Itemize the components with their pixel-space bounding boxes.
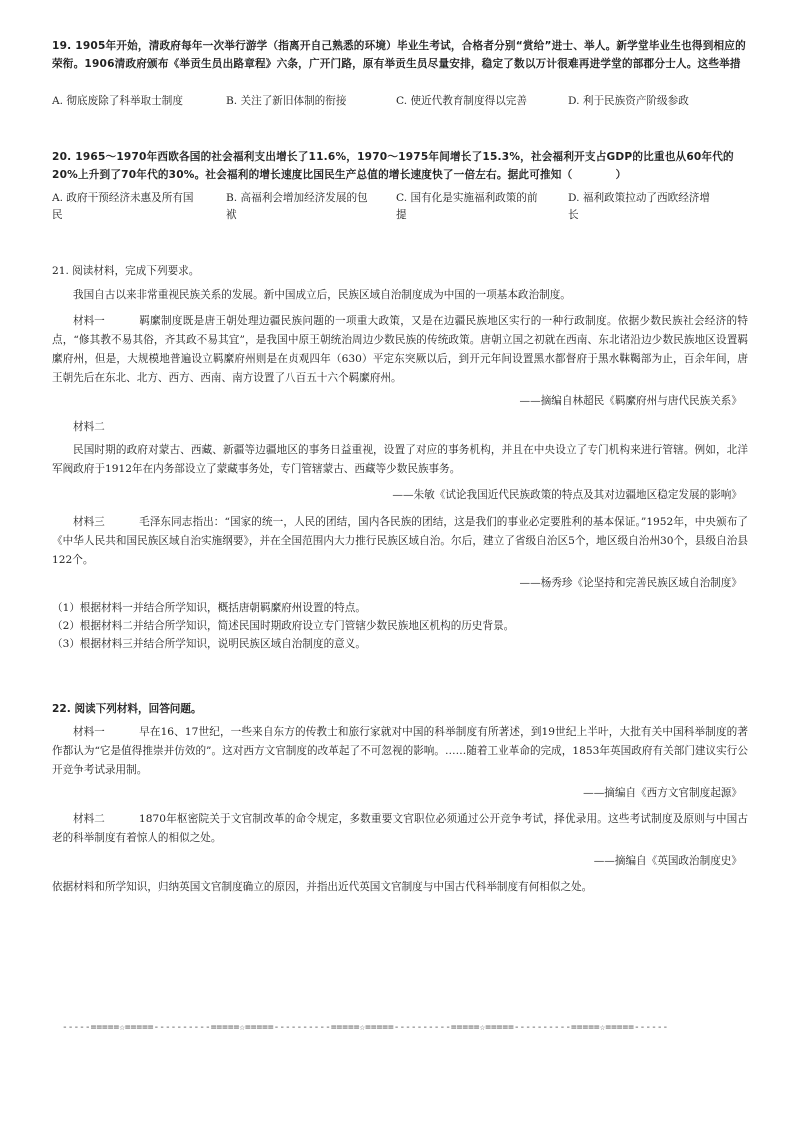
q22-m1-label: 材料一 (73, 726, 105, 738)
q20-option-b[interactable]: B. 高福利会增加经济发展的包袱 (226, 192, 368, 221)
q21-material-3 (52, 513, 748, 570)
q22-m2-label: 材料二 (73, 813, 105, 825)
q22-m2-source: ——摘编自《英国政治制度史》 (593, 855, 742, 867)
q22-m1-text: 早在16、17世纪，一些来自东方的传教士和旅行家就对中国的科举制度有所著述，到19世纪上半叶，大批有关中国科举制度的著作都认为“它是值得推崇并仿效的”。这对西方文官制度的改革起了不可忽视的影响。……随着工业革命的完成，1853年英国政府有关部门建议实行公开竞争考试录用制。 (52, 726, 748, 776)
q21-material-1 (52, 312, 748, 388)
q19-option-a[interactable]: A. 彻底废除了科举取士制度 (52, 95, 183, 107)
q22-material-2 (52, 810, 748, 848)
q21-m2-source: ——朱敏《试论我国近代民族政策的特点及其对边疆地区稳定发展的影响》 (392, 489, 742, 501)
q19-option-b[interactable]: B. 关注了新旧体制的衔接 (226, 95, 347, 107)
q21-requirement-2: （2）根据材料二并结合所学知识，简述民国时期政府设立专门管辖少数民族地区机构的历史背景。 (52, 620, 515, 632)
q22-material-1 (52, 723, 748, 780)
q19-option-d[interactable]: D. 利于民族资产阶级参政 (568, 95, 689, 107)
q21-title: 21. 阅读材料，完成下列要求。 (52, 265, 200, 277)
q20-options (52, 190, 752, 226)
q20-option-a[interactable]: A. 政府干预经济未惠及所有国民 (52, 192, 194, 221)
q22-m2-text: 1870年枢密院关于文官制改革的命令规定，多数重要文官职位必须通过公开竞争考试，择优录用。这些考试制度及原则与中国古老的科举制度有着惊人的相似之处。 (52, 813, 748, 844)
q19-stem: 19. 1905年开始，清政府每年一次举行游学（指离开自己熟悉的环境）毕业生考试，合格者分别“赏给”进士、举人。新学堂毕业生也得到相应的荣衔。1906清政府颁布《举贡生员出路章程》六条，广开门路，原有举贡生员尽量安排，稳定了数以万计很难再进学堂的部郡分士人。这些举措 (52, 40, 746, 70)
page-separator: -----=====☆=====----------=====☆=====----------=====☆=====----------=====☆=====----------=====☆=====------ (62, 1022, 669, 1033)
q21-m3-text: 毛泽东同志指出：“国家的统一，人民的团结，国内各民族的团结，这是我们的事业必定要胜利的基本保证。”1952年，中央颁布了《中华人民共和国民族区域自治实施纲要》，并在全国范围内大力推行民族区域自治。尔后，建立了省级自治区5个，地区级自治州30个，县级自治县122个。 (52, 516, 748, 566)
q21-m2-label: 材料二 (73, 421, 105, 433)
q21-m1-source: ——摘编自林超民《羁縻府州与唐代民族关系》 (519, 395, 742, 407)
q21-requirement-1: （1）根据材料一并结合所学知识，概括唐朝羁縻府州设置的特点。 (52, 602, 366, 614)
q20-option-d[interactable]: D. 福利政策拉动了西欧经济增长 (568, 192, 710, 221)
q21-m2-text: 民国时期的政府对蒙古、西藏、新疆等边疆地区的事务日益重视，设置了对应的事务机构，并且在中央设立了专门机构来进行管辖。例如，北洋军阀政府于1912年在内务部设立了蒙藏事务处，专门管辖蒙古、西藏等少数民族事务。 (52, 444, 748, 475)
q22-requirement: 依据材料和所学知识，归纳英国文官制度确立的原因，并指出近代英国文官制度与中国古代科举制度有何相似之处。 (52, 881, 593, 893)
q21-m1-label: 材料一 (73, 315, 105, 327)
q21-requirement-3: （3）根据材料三并结合所学知识，说明民族区域自治制度的意义。 (52, 638, 366, 650)
q20-stem: 20. 1965～1970年西欧各国的社会福利支出增长了11.6%，1970～1975年间增长了15.3%，社会福利开支占GDP的比重也从60年代的20%上升到了70年代的30%。社会福利的增长速度比国民生产总值的增长速度快了一倍左右。据此可推知（ ） (52, 151, 734, 181)
q21-m3-source: ——杨秀珍《论坚持和完善民族区域自治制度》 (519, 577, 742, 589)
q21-m1-text: 羁縻制度既是唐王朝处理边疆民族问题的一项重大政策，又是在边疆民族地区实行的一种行政制度。依据少数民族社会经济的特点，“修其教不易其俗，齐其政不易其宜”，是我国中原王朝统治周边少数民族的传统政策。唐朝立国之初就在西南、东北诸沿边少数民族地区设置羁縻府州，但是，大规模地普遍设立羁縻府州则是在贞观四年（630）平定东突厥以后，到开元年间设置黑水都督府于黑水靺鞨部为止，百余年间，唐王朝先后在东北、北方、西方、西南、南方设置了八百五十六个羁縻府州。 (52, 315, 748, 384)
q19-option-c[interactable]: C. 使近代教育制度得以完善 (396, 95, 527, 107)
q22-title: 22. 阅读下列材料，回答问题。 (52, 703, 202, 715)
q21-intro: 我国自古以来非常重视民族关系的发展。新中国成立后，民族区域自治制度成为中国的一项基本政治制度。 (73, 289, 571, 301)
q20-option-c[interactable]: C. 国有化是实施福利政策的前提 (396, 192, 538, 221)
q22-m1-source: ——摘编自《西方文官制度起源》 (583, 787, 742, 799)
q21-m3-label: 材料三 (73, 516, 105, 528)
